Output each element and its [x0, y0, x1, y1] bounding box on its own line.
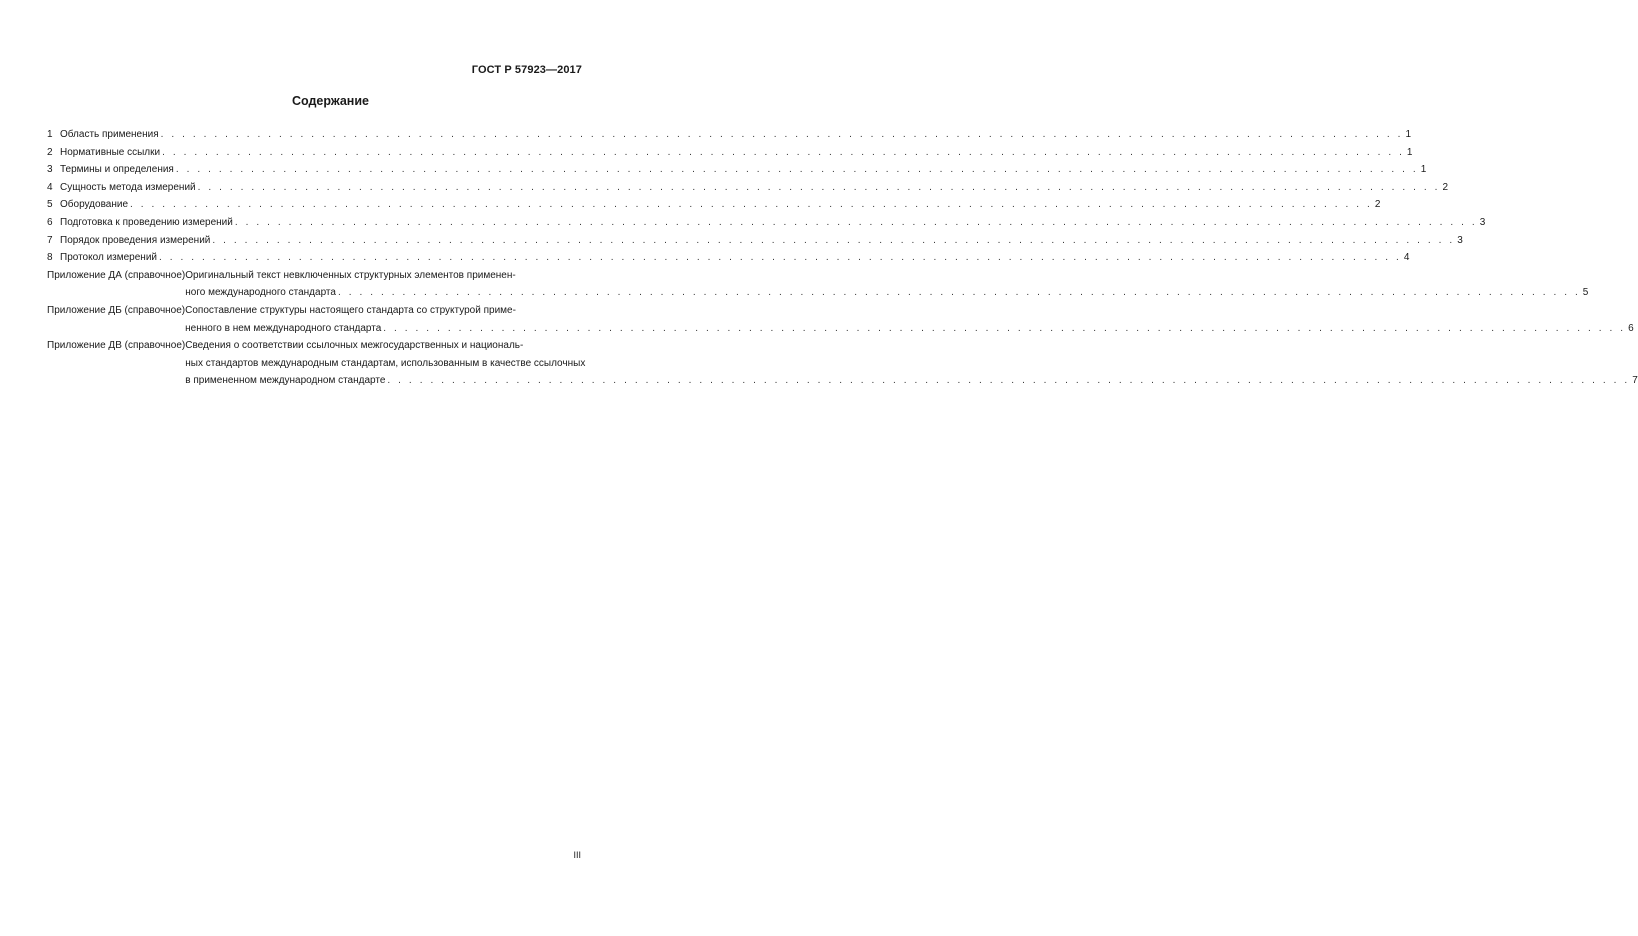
- toc-entry-number: 5: [47, 199, 53, 211]
- page-number: III: [573, 850, 581, 860]
- toc-entry-page: 4: [1403, 252, 1410, 264]
- appendix-title-line: Оригинальный текст невключенных структурных элементов применен-: [185, 269, 516, 281]
- appendix-title-line: ных стандартов международным стандартам, использованным в качестве ссылочных: [185, 357, 586, 369]
- toc-entry[interactable]: [47, 232, 1463, 250]
- toc-entry-number: 7: [47, 234, 53, 246]
- dot-leader: [387, 372, 1629, 390]
- appendix-title-last-line: [185, 284, 1588, 302]
- toc-entry-page: 2: [1442, 181, 1449, 193]
- appendix-title-last-line: [185, 372, 1638, 390]
- toc-appendix-entry[interactable]: [47, 302, 1634, 337]
- toc-entry-number: 2: [47, 146, 53, 158]
- toc-entry-number: 4: [47, 181, 53, 193]
- toc-entry[interactable]: [47, 196, 1381, 214]
- dot-leader: [130, 196, 1372, 214]
- toc-entry-title: Область применения: [60, 129, 159, 140]
- toc-entry-page: 3: [1479, 216, 1486, 228]
- toc-entry-number: 6: [47, 216, 53, 228]
- appendix-title-line: Сопоставление структуры настоящего стандарта со структурой приме-: [185, 304, 516, 316]
- appendix-title-line: в примененном международном стандарте: [185, 375, 386, 387]
- toc-appendices: [47, 267, 1638, 390]
- appendix-title: [185, 267, 1588, 302]
- toc-entry[interactable]: [47, 161, 1427, 179]
- appendix-label: Приложение ДА (справочное): [47, 269, 186, 281]
- toc-entry[interactable]: [47, 249, 1410, 267]
- dot-leader: [161, 126, 1403, 144]
- toc-entry-page: 5: [1582, 287, 1589, 299]
- appendix-title: [185, 337, 1638, 390]
- dot-leader: [383, 320, 1625, 338]
- toc-entry-page: 1: [1405, 129, 1412, 140]
- document-code: ГОСТ Р 57923—2017: [471, 64, 582, 76]
- toc-entry[interactable]: [47, 144, 1413, 162]
- appendix-label: Приложение ДБ (справочное): [47, 304, 186, 316]
- table-of-contents: [47, 126, 1638, 390]
- appendix-title-last-line: [185, 320, 1634, 338]
- appendix-title-line: ного международного стандарта: [185, 287, 336, 299]
- toc-entry-page: 1: [1406, 146, 1413, 158]
- toc-entry[interactable]: [47, 126, 1412, 144]
- dot-leader: [338, 284, 1580, 302]
- toc-entry-number: 3: [47, 164, 53, 176]
- toc-entry-title: Оборудование: [60, 199, 129, 211]
- dot-leader: [176, 161, 1418, 179]
- dot-leader: [162, 144, 1404, 162]
- toc-entry-page: 6: [1628, 322, 1634, 334]
- appendix-title: [185, 302, 1634, 337]
- toc-entry-page: 2: [1374, 199, 1381, 211]
- toc-entry-number: 1: [47, 129, 53, 140]
- dot-leader: [212, 232, 1454, 250]
- appendix-label: Приложение ДВ (справочное): [47, 340, 186, 352]
- toc-entry-title: Порядок проведения измерений: [60, 234, 211, 246]
- toc-entry-title: Нормативные ссылки: [60, 146, 161, 158]
- toc-entry-page: 1: [1420, 164, 1427, 176]
- toc-title: Содержание: [291, 94, 369, 108]
- toc-entry-title: Сущность метода измерений: [60, 181, 196, 193]
- toc-entry[interactable]: [47, 214, 1486, 232]
- toc-entry-title: Подготовка к проведению измерений: [60, 216, 233, 228]
- toc-entry-page: 7: [1632, 375, 1638, 387]
- dot-leader: [235, 214, 1477, 232]
- toc-entry-page: 3: [1457, 234, 1463, 246]
- toc-entry-number: 8: [47, 252, 53, 264]
- toc-entry[interactable]: [47, 179, 1449, 197]
- dot-leader: [198, 179, 1440, 197]
- toc-entry-title: Термины и определения: [60, 164, 174, 176]
- toc-appendix-entry[interactable]: [47, 267, 1589, 302]
- dot-leader: [159, 249, 1401, 267]
- appendix-title-line: ненного в нем международного стандарта: [185, 322, 382, 334]
- appendix-title-line: Сведения о соответствии ссылочных межгосударственных и националь-: [185, 340, 524, 352]
- toc-appendix-entry[interactable]: [47, 337, 1638, 390]
- toc-entry-title: Протокол измерений: [60, 252, 157, 264]
- toc-sections: [47, 126, 1486, 267]
